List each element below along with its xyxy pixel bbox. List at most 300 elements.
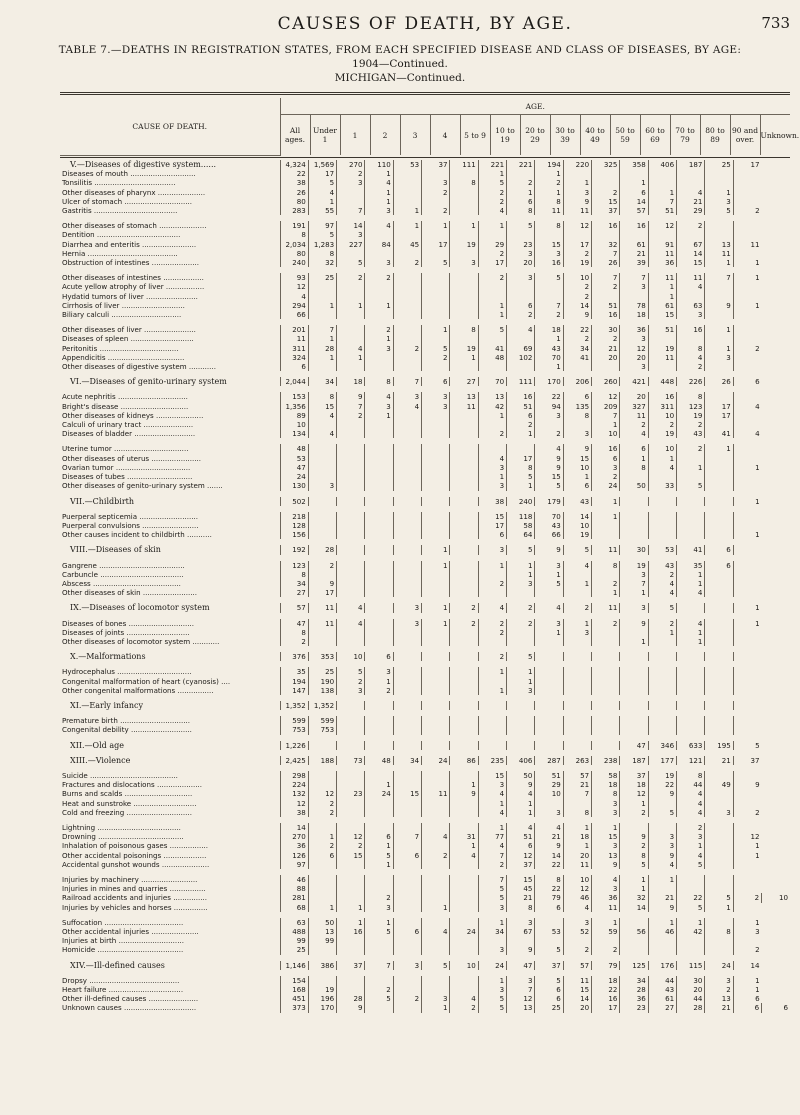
- count-cell: 1: [705, 444, 733, 453]
- count-cell: 1: [507, 188, 535, 197]
- disease-row: [60, 927, 790, 936]
- count-cell: 196: [308, 994, 336, 1003]
- count-cell: 4: [507, 325, 535, 334]
- count-cell: [535, 936, 563, 945]
- page-number: 733: [761, 14, 790, 32]
- count-cell: [422, 481, 450, 490]
- count-cell: 4: [648, 588, 676, 597]
- count-cell: [733, 188, 761, 197]
- count-cell: [733, 701, 761, 710]
- count-cell: 7: [535, 301, 563, 310]
- count-cell: 3: [365, 206, 393, 215]
- count-cell: 5: [478, 1003, 506, 1012]
- count-cell: [422, 579, 450, 588]
- count-cell: 30: [677, 976, 705, 985]
- count-cell: [705, 497, 733, 506]
- count-cell: 99: [280, 936, 308, 945]
- count-cell: 24: [478, 961, 506, 970]
- count-cell: 20: [592, 353, 620, 362]
- count-cell: 79: [592, 961, 620, 970]
- count-cell: 2: [478, 429, 506, 438]
- count-cell: 111: [450, 160, 478, 169]
- disease-row: [60, 841, 790, 850]
- count-cell: 3: [563, 188, 591, 197]
- count-cell: [478, 282, 506, 291]
- count-cell: [393, 530, 421, 539]
- count-cell: [705, 716, 733, 725]
- count-cell: 6: [592, 454, 620, 463]
- count-cell: [422, 420, 450, 429]
- count-cell: [308, 570, 336, 579]
- count-cell: 2: [563, 603, 591, 612]
- count-cell: 218: [280, 512, 308, 521]
- disease-row: [60, 310, 790, 319]
- count-cell: [563, 420, 591, 429]
- count-cell: [705, 875, 733, 884]
- count-cell: 1: [365, 411, 393, 420]
- count-cell: 1: [535, 570, 563, 579]
- count-cell: [337, 725, 365, 734]
- count-cell: 298: [280, 771, 308, 780]
- count-cell: [308, 884, 336, 893]
- count-cell: 8: [280, 570, 308, 579]
- count-cell: 1: [535, 169, 563, 178]
- count-cell: [450, 512, 478, 521]
- count-cell: [733, 789, 761, 798]
- count-cell: 5: [563, 545, 591, 554]
- count-cell: [450, 985, 478, 994]
- cause-label: Gastritis .....................................: [62, 206, 178, 216]
- cause-label: Other accidental injuries .....................: [62, 927, 199, 937]
- count-cell: [507, 282, 535, 291]
- count-cell: [422, 429, 450, 438]
- count-cell: 11: [308, 603, 336, 612]
- count-cell: 283: [280, 206, 308, 215]
- count-cell: [705, 392, 733, 401]
- count-cell: [592, 521, 620, 530]
- count-cell: 7: [592, 249, 620, 258]
- count-cell: 7: [620, 579, 648, 588]
- count-cell: 15: [478, 512, 506, 521]
- count-cell: [733, 481, 761, 490]
- class-row: [60, 741, 790, 750]
- count-cell: 102: [507, 353, 535, 362]
- count-cell: 4: [478, 789, 506, 798]
- count-cell: [337, 530, 365, 539]
- count-cell: 63: [677, 301, 705, 310]
- count-cell: 2: [365, 325, 393, 334]
- count-cell: 1: [648, 292, 676, 301]
- count-cell: 2: [478, 197, 506, 206]
- count-cell: 1: [677, 841, 705, 850]
- count-cell: 353: [308, 652, 336, 661]
- count-cell: [733, 292, 761, 301]
- count-cell: [365, 561, 393, 570]
- count-cell: 1: [337, 903, 365, 912]
- count-cell: 376: [280, 652, 308, 661]
- count-cell: [422, 686, 450, 695]
- count-cell: [592, 178, 620, 187]
- count-cell: [535, 652, 563, 661]
- count-cell: 9: [535, 454, 563, 463]
- count-cell: 2: [308, 841, 336, 850]
- count-cell: 1: [620, 875, 648, 884]
- count-cell: 48: [478, 353, 506, 362]
- count-cell: 147: [280, 686, 308, 695]
- count-cell: 2: [620, 841, 648, 850]
- count-cell: [337, 545, 365, 554]
- count-cell: 502: [280, 497, 308, 506]
- count-cell: [733, 444, 761, 453]
- count-cell: 287: [535, 756, 563, 765]
- count-cell: 11: [563, 976, 591, 985]
- count-cell: 2,044: [280, 377, 308, 386]
- count-cell: 1: [563, 841, 591, 850]
- class-row: [60, 652, 790, 661]
- count-cell: [733, 652, 761, 661]
- count-cell: 61: [620, 240, 648, 249]
- count-cell: 190: [308, 677, 336, 686]
- count-cell: 21: [563, 780, 591, 789]
- count-cell: 27: [450, 377, 478, 386]
- count-cell: 2: [563, 249, 591, 258]
- count-cell: 16: [620, 221, 648, 230]
- count-cell: 15: [478, 771, 506, 780]
- count-cell: [535, 588, 563, 597]
- count-cell: 2: [507, 178, 535, 187]
- disease-row: [60, 353, 790, 362]
- cause-label: Ulcer of stomach ..............................: [62, 196, 193, 206]
- count-cell: 325: [592, 160, 620, 169]
- count-cell: [450, 976, 478, 985]
- count-cell: [337, 884, 365, 893]
- count-cell: 12: [620, 344, 648, 353]
- count-cell: 1: [308, 832, 336, 841]
- count-cell: 22: [648, 780, 676, 789]
- count-cell: [592, 701, 620, 710]
- count-cell: 15: [507, 875, 535, 884]
- count-cell: 1: [677, 570, 705, 579]
- cause-label: Other ill-defined causes ......................: [62, 994, 199, 1004]
- count-cell: [733, 249, 761, 258]
- count-cell: 3: [478, 780, 506, 789]
- count-cell: 94: [535, 402, 563, 411]
- count-cell: 1: [478, 221, 506, 230]
- count-cell: [422, 444, 450, 453]
- count-cell: [733, 799, 761, 808]
- count-cell: 6: [535, 903, 563, 912]
- count-cell: 26: [705, 377, 733, 386]
- count-cell: 1: [620, 884, 648, 893]
- count-cell: 99: [308, 936, 336, 945]
- cause-label: XI.—Early infancy: [70, 700, 144, 710]
- count-cell: [507, 362, 535, 371]
- count-cell: [535, 701, 563, 710]
- count-cell: 45: [393, 240, 421, 249]
- count-cell: [450, 230, 478, 239]
- class-row: [60, 603, 790, 612]
- count-cell: 9: [648, 851, 676, 860]
- disease-row: [60, 362, 790, 371]
- count-cell: [393, 472, 421, 481]
- count-cell: 9: [337, 1003, 365, 1012]
- count-cell: 406: [648, 160, 676, 169]
- count-cell: [592, 637, 620, 646]
- count-cell: [308, 628, 336, 637]
- count-cell: 23: [507, 240, 535, 249]
- disease-row: [60, 344, 790, 353]
- count-cell: 4: [535, 603, 563, 612]
- count-cell: 37: [422, 160, 450, 169]
- disease-row: [60, 677, 790, 686]
- count-cell: [705, 936, 733, 945]
- count-cell: [450, 545, 478, 554]
- count-cell: 37: [733, 756, 761, 765]
- count-cell: 240: [507, 497, 535, 506]
- count-cell: [450, 463, 478, 472]
- column-header-cell: 90 and over.: [730, 115, 760, 156]
- class-row: [60, 545, 790, 554]
- count-cell: 43: [563, 497, 591, 506]
- count-cell: [365, 716, 393, 725]
- count-cell: [648, 169, 676, 178]
- count-cell: [535, 667, 563, 676]
- count-cell: [422, 841, 450, 850]
- count-cell: 5: [705, 893, 733, 902]
- cause-label: Other accidental poisonings ...................: [62, 850, 207, 860]
- count-cell: [705, 579, 733, 588]
- count-cell: 7: [507, 985, 535, 994]
- count-cell: [705, 521, 733, 530]
- count-cell: [733, 884, 761, 893]
- count-cell: [563, 716, 591, 725]
- count-cell: [393, 841, 421, 850]
- count-cell: 3: [563, 918, 591, 927]
- disease-row: [60, 230, 790, 239]
- cause-label: Bright's disease ..............................: [62, 401, 189, 411]
- count-cell: [422, 197, 450, 206]
- count-cell: 31: [450, 832, 478, 841]
- count-cell: [422, 472, 450, 481]
- disease-row: [60, 282, 790, 291]
- count-cell: [733, 637, 761, 646]
- count-cell: [365, 628, 393, 637]
- count-cell: 311: [280, 344, 308, 353]
- count-cell: 3: [592, 463, 620, 472]
- count-cell: 17: [478, 258, 506, 267]
- count-cell: 8: [677, 392, 705, 401]
- cause-label: Diseases of mouth .............................: [62, 169, 196, 179]
- count-cell: 1: [422, 545, 450, 554]
- count-cell: 1: [733, 851, 761, 860]
- count-cell: 11: [648, 353, 676, 362]
- count-cell: [393, 454, 421, 463]
- count-cell: 4: [308, 429, 336, 438]
- count-cell: 1: [648, 454, 676, 463]
- count-cell: [450, 420, 478, 429]
- count-cell: [677, 677, 705, 686]
- count-cell: 6: [308, 851, 336, 860]
- count-cell: [450, 292, 478, 301]
- count-cell: 13: [705, 994, 733, 1003]
- count-cell: 2: [677, 362, 705, 371]
- count-cell: [648, 936, 676, 945]
- count-cell: [620, 230, 648, 239]
- cause-label: Suicide .......................................: [62, 770, 178, 780]
- count-cell: 36: [592, 893, 620, 902]
- count-cell: 3: [393, 392, 421, 401]
- count-cell: 2: [337, 677, 365, 686]
- count-cell: [620, 521, 648, 530]
- count-cell: 2: [422, 188, 450, 197]
- count-cell: [393, 588, 421, 597]
- count-cell: [393, 249, 421, 258]
- count-cell: 327: [620, 402, 648, 411]
- count-cell: 21: [648, 893, 676, 902]
- count-cell: 4: [677, 799, 705, 808]
- count-cell: [450, 249, 478, 258]
- count-cell: [337, 701, 365, 710]
- count-cell: 3: [478, 545, 506, 554]
- count-cell: 5: [337, 667, 365, 676]
- count-cell: [733, 545, 761, 554]
- count-cell: [563, 169, 591, 178]
- count-cell: 220: [563, 160, 591, 169]
- count-cell: 1: [648, 875, 676, 884]
- count-cell: [422, 310, 450, 319]
- count-cell: 2: [733, 206, 761, 215]
- count-cell: 2: [337, 169, 365, 178]
- count-cell: 2: [592, 334, 620, 343]
- count-cell: [393, 512, 421, 521]
- count-cell: 2: [507, 310, 535, 319]
- count-cell: 1: [393, 206, 421, 215]
- count-cell: [337, 561, 365, 570]
- count-cell: [422, 985, 450, 994]
- count-cell: 24: [450, 927, 478, 936]
- count-cell: 4: [563, 561, 591, 570]
- count-cell: 3: [365, 903, 393, 912]
- count-cell: 41: [677, 545, 705, 554]
- count-cell: [648, 530, 676, 539]
- count-cell: 4: [280, 292, 308, 301]
- count-cell: 29: [677, 206, 705, 215]
- count-cell: 2: [337, 411, 365, 420]
- count-cell: 2: [648, 420, 676, 429]
- disease-row: [60, 420, 790, 429]
- count-cell: 32: [308, 258, 336, 267]
- cause-label: Other diseases of kidneys .....................: [62, 410, 204, 420]
- count-cell: [507, 936, 535, 945]
- count-cell: [705, 725, 733, 734]
- count-cell: 1,226: [280, 741, 308, 750]
- disease-row: [60, 472, 790, 481]
- count-cell: 2: [620, 420, 648, 429]
- count-cell: [648, 652, 676, 661]
- count-cell: 2: [563, 334, 591, 343]
- count-cell: 6: [733, 994, 761, 1003]
- count-cell: [535, 918, 563, 927]
- disease-row: [60, 273, 790, 282]
- count-cell: 46: [648, 927, 676, 936]
- count-cell: [450, 725, 478, 734]
- count-cell: 11: [535, 206, 563, 215]
- count-cell: 311: [648, 402, 676, 411]
- count-cell: 9: [592, 860, 620, 869]
- count-cell: [308, 976, 336, 985]
- count-cell: [705, 851, 733, 860]
- count-cell: [393, 310, 421, 319]
- column-header-cell: 40 to 49: [580, 115, 610, 156]
- count-cell: 5: [422, 344, 450, 353]
- count-cell: 11: [308, 619, 336, 628]
- cause-label: Ovarian tumor .................................: [62, 462, 191, 472]
- cause-label: Cold and freezing .............................: [62, 807, 192, 817]
- count-cell: 2: [422, 353, 450, 362]
- disease-row: [60, 188, 790, 197]
- count-cell: 1: [478, 411, 506, 420]
- count-cell: 50: [507, 771, 535, 780]
- disease-row: [60, 994, 790, 1003]
- count-cell: [620, 512, 648, 521]
- count-cell: 1: [705, 188, 733, 197]
- count-cell: [337, 860, 365, 869]
- cause-label: Diarrhea and enteritis ........................: [62, 239, 197, 249]
- count-cell: 2: [620, 808, 648, 817]
- count-cell: 4: [365, 221, 393, 230]
- count-cell: 1: [677, 463, 705, 472]
- count-cell: 2,034: [280, 240, 308, 249]
- count-cell: [308, 893, 336, 902]
- count-cell: 1: [592, 497, 620, 506]
- count-cell: 1: [535, 334, 563, 343]
- count-cell: 4: [450, 994, 478, 1003]
- count-cell: 17: [705, 402, 733, 411]
- count-cell: 68: [280, 903, 308, 912]
- count-cell: [705, 789, 733, 798]
- count-cell: 7: [478, 851, 506, 860]
- count-cell: 3: [507, 579, 535, 588]
- count-cell: 12: [563, 884, 591, 893]
- count-cell: 6: [507, 197, 535, 206]
- count-cell: [337, 741, 365, 750]
- count-cell: [535, 230, 563, 239]
- count-cell: 41: [705, 429, 733, 438]
- count-cell: [365, 725, 393, 734]
- count-cell: 4: [337, 603, 365, 612]
- count-cell: [393, 325, 421, 334]
- count-cell: [393, 936, 421, 945]
- count-cell: [365, 282, 393, 291]
- count-cell: 4: [677, 851, 705, 860]
- count-cell: 2: [535, 310, 563, 319]
- count-cell: 1: [620, 588, 648, 597]
- count-cell: 18: [620, 310, 648, 319]
- count-cell: 3: [507, 918, 535, 927]
- count-cell: 1: [478, 686, 506, 695]
- count-cell: 1: [507, 667, 535, 676]
- count-cell: 1: [450, 780, 478, 789]
- count-cell: 7: [337, 402, 365, 411]
- disease-row: [60, 561, 790, 570]
- count-cell: 10: [563, 875, 591, 884]
- count-cell: 32: [620, 893, 648, 902]
- count-cell: 5: [478, 994, 506, 1003]
- count-cell: 3: [705, 976, 733, 985]
- count-cell: 51: [507, 832, 535, 841]
- count-cell: 9: [450, 789, 478, 798]
- count-cell: [365, 945, 393, 954]
